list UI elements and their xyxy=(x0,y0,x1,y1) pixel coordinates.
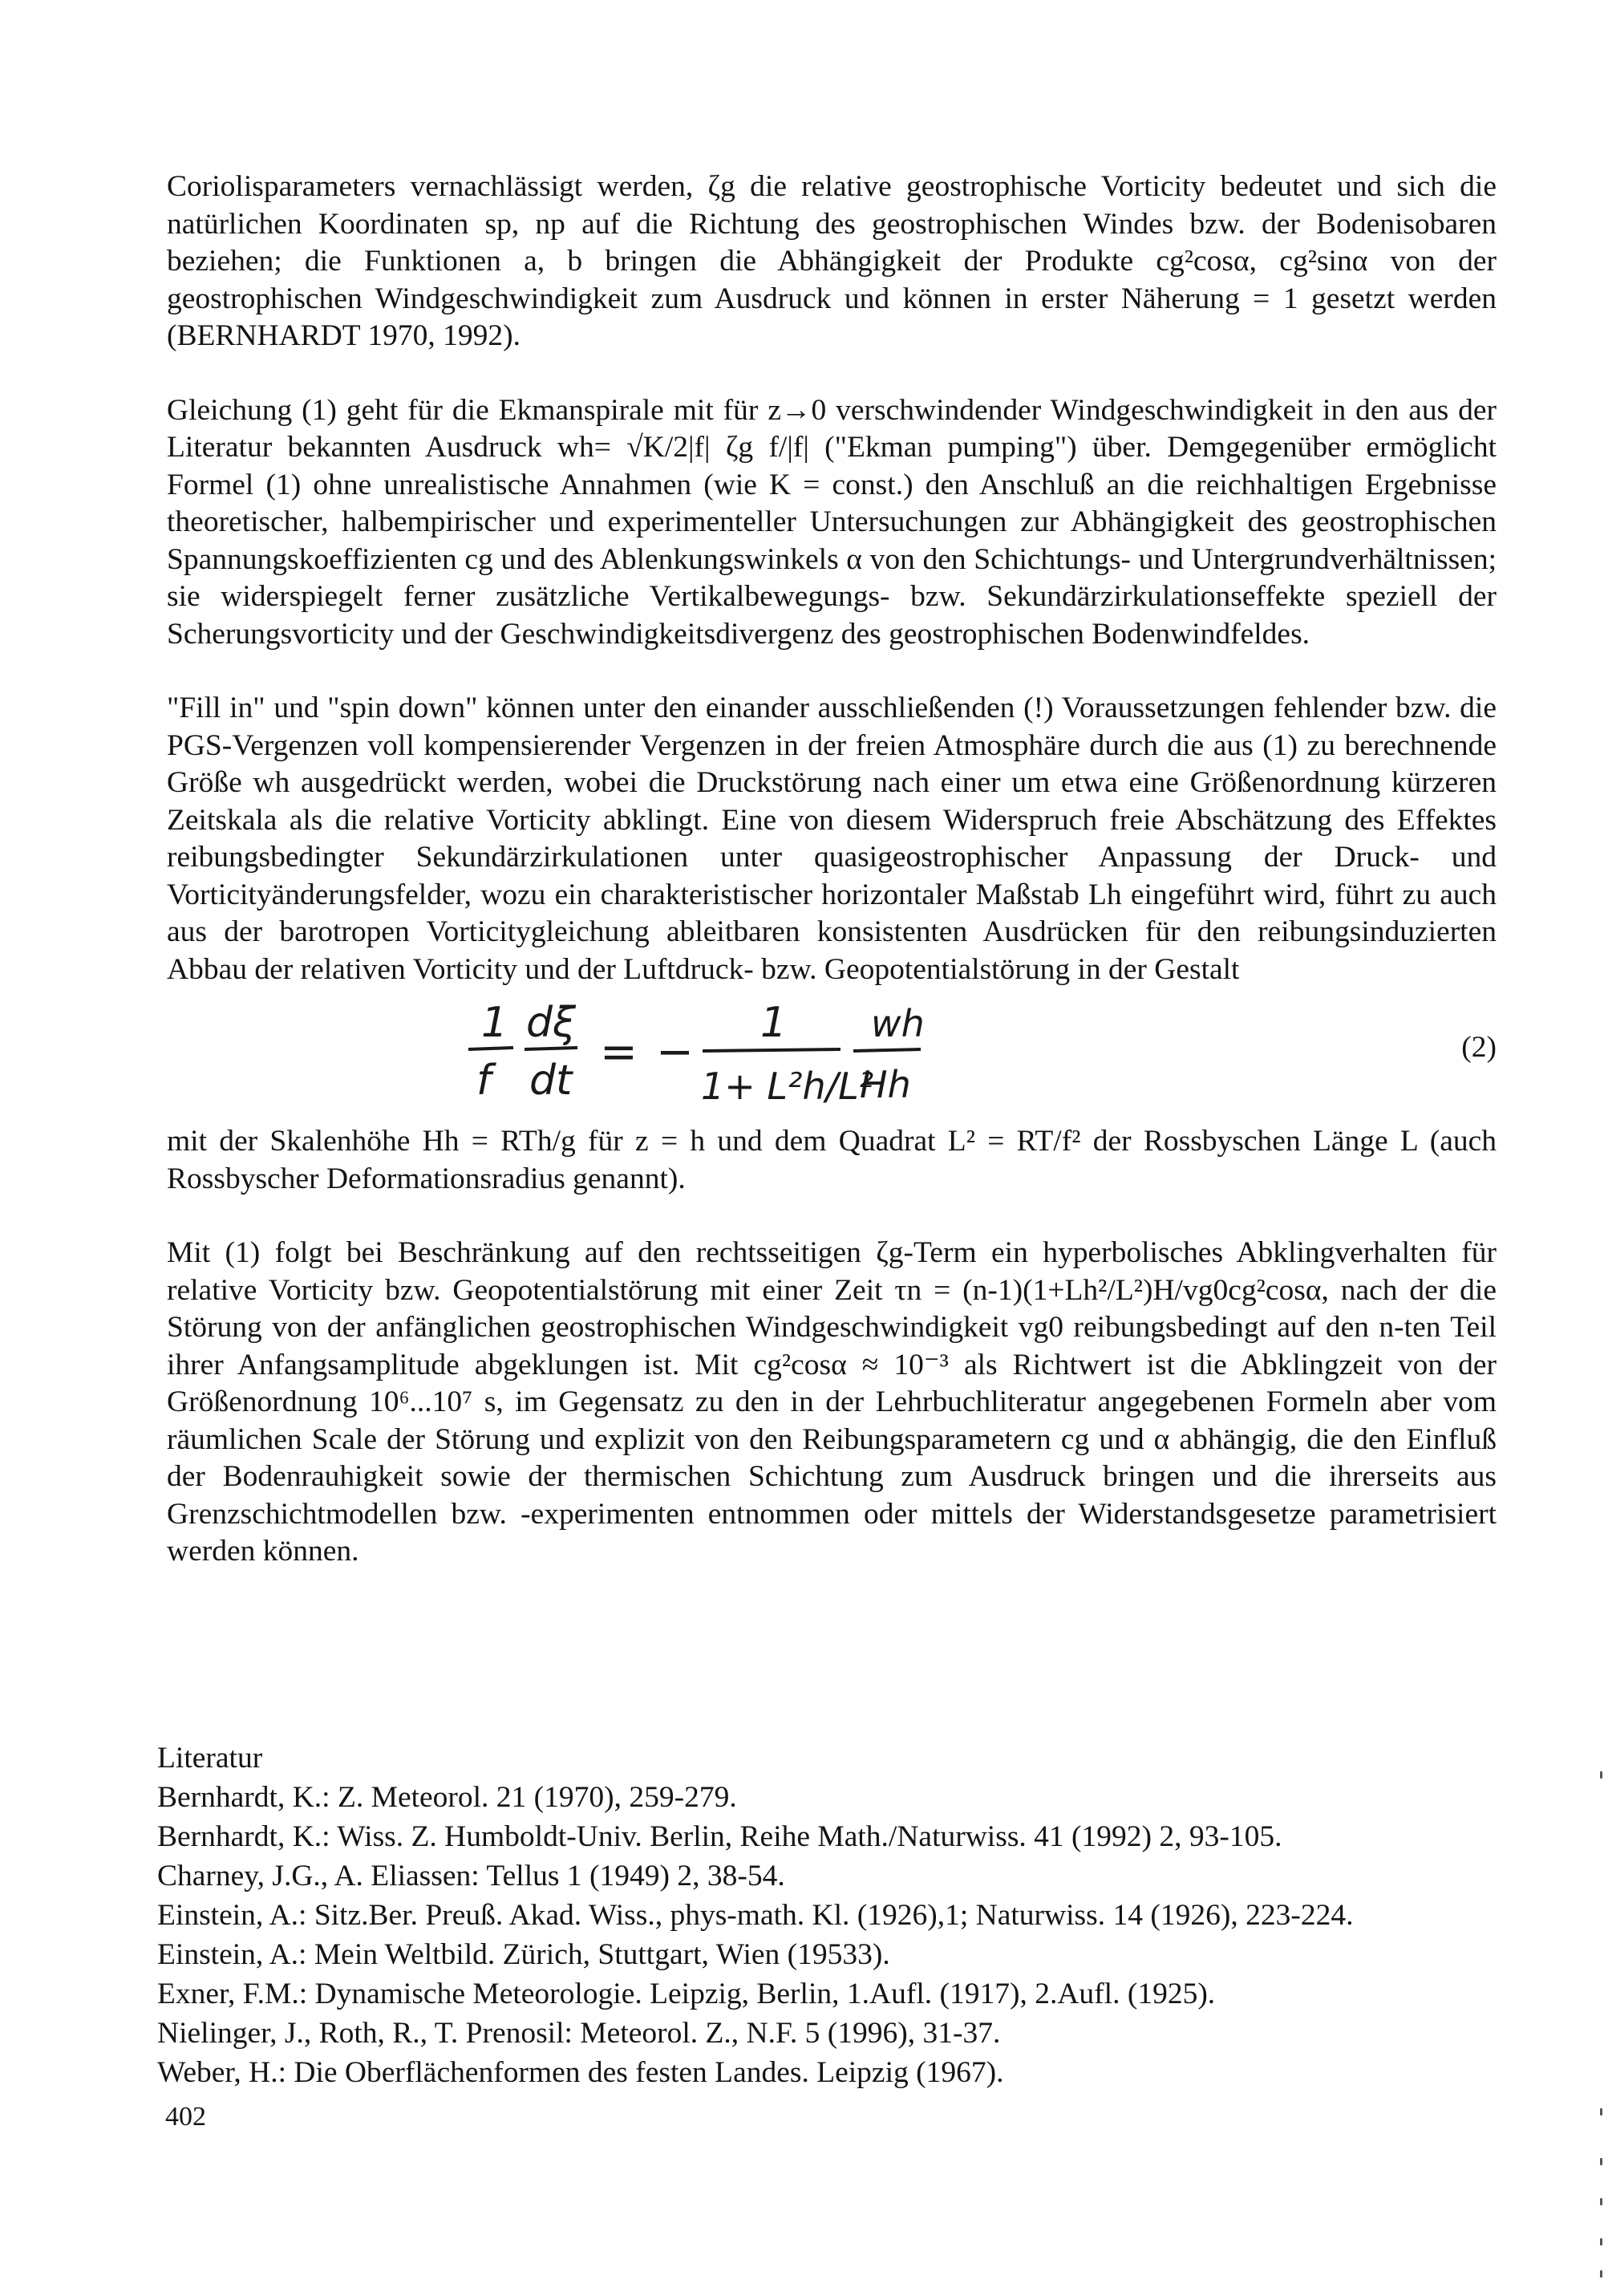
equation-number: (2) xyxy=(1461,1031,1497,1064)
reference-item: Charney, J.G., A. Eliassen: Tellus 1 (1949) 2, 38-54. xyxy=(157,1860,785,1892)
paragraph: Coriolisparameters vernachlässigt werden, ζg die relative geostrophische Vorticity bedeutet und sich die natürlichen Koordinaten sp, np auf die Richtung des geostrophischen Windes bzw. der Bodenisobaren beziehen; die Funktionen a, b bringen die Abhängigkeit der Produkte cg²cosα, cg²sinα von der geostrophischen Windgeschwindigkeit zum Ausdruck und können in erster Näherung = 1 gesetzt werden (BERNHARDT 1970, 1992). xyxy=(167,170,1497,352)
equation-2 xyxy=(167,988,1497,1123)
paragraph: "Fill in" und "spin down" können unter den einander ausschließenden (!) Voraussetzungen fehlender bzw. die PGS-Vergenzen voll kompensierender Vergenzen in der freien Atmosphäre durch die aus (1) zu berechnende Größe wh ausgedrückt werden, wobei die Druckstörung nach einer um etwa eine Größenordnung kürzeren Zeitskala als die relative Vorticity abklingt. Eine von diesem Widerspruch freie Abschätzung des Effektes reibungsbedingter Sekundärzirkulationen unter quasigeostrophischer Anpassung der Druck- und Vorticityänderungsfelder, wozu ein charakteristischer horizontaler Maßstab Lh eingeführt wird, führt zu auch aus der barotropen Vorticitygleichung ableitbaren konsistenten Ausdrücken für den reibungsinduzierten Abbau der relativen Vorticity und der Luftdruck- bzw. Geopotentialstörung in der Gestalt xyxy=(167,692,1497,986)
reference-item: Nielinger, J., Roth, R., T. Prenosil: Meteorol. Z., N.F. 5 (1996), 31-37. xyxy=(157,2017,1001,2050)
scan-speck xyxy=(1600,2158,1602,2165)
formula-term: dt xyxy=(529,1057,573,1105)
main-text xyxy=(167,168,1497,1571)
reference-item: Bernhardt, K.: Z. Meteorol. 21 (1970), 259-279. xyxy=(157,1781,737,1814)
formula-term: f xyxy=(476,1057,492,1105)
page-number: 402 xyxy=(165,2102,206,2132)
formula-term: 1 xyxy=(760,999,788,1047)
paragraph: mit der Skalenhöhe Hh = RTh/g für z = h und dem Quadrat L² = RT/f² der Rossbyschen Länge L (auch Rossbyscher Deformationsradius genannt). xyxy=(167,1125,1497,1195)
scan-speck xyxy=(1600,1771,1602,1779)
scan-speck xyxy=(1600,2238,1602,2245)
scan-speck xyxy=(1600,2270,1602,2278)
formula-term: 1+ L²h/L² xyxy=(701,1065,874,1108)
formula-term: 1 xyxy=(481,999,508,1047)
formula-term: wh xyxy=(871,1002,925,1045)
reference-item: Exner, F.M.: Dynamische Meteorologie. Leipzig, Berlin, 1.Aufl. (1917), 2.Aufl. (1925). xyxy=(157,1978,1216,2010)
formula-minus: − xyxy=(656,1026,694,1078)
references-heading: Literatur xyxy=(157,1742,263,1775)
reference-item: Bernhardt, K.: Wiss. Z. Humboldt-Univ. Berlin, Reihe Math./Naturwiss. 41 (1992) 2, 93-105. xyxy=(157,1820,1282,1853)
paragraph: Gleichung (1) geht für die Ekmanspirale mit für z→0 verschwindender Windgeschwindigkeit in den aus der Literatur bekannten Ausdruck wh= √K/2|f| ζg f/|f| ("Ekman pumping") über. Demgegenüber ermöglicht Formel (1) ohne unrealistische Annahmen (wie K = const.) den Anschluß an die reichhaltigen Ergebnisse theoretischer, halbempirischer und experimenteller Untersuchungen zur Abhängigkeit des geostrophischen Spannungskoeffizienten cg und des Ablenkungswinkels α von den Schichtungs- und Untergrundverhältnissen; sie widerspiegelt ferner zusätzliche Vertikalbewegungs- bzw. Sekundärzirkulationseffekte speziell der Scherungsvorticity und der Geschwindigkeitsdivergenz des geostrophischen Bodenwindfeldes. xyxy=(167,393,1497,651)
formula-term: Hh xyxy=(860,1063,911,1106)
reference-item: Weber, H.: Die Oberflächenformen des festen Landes. Leipzig (1967). xyxy=(157,2056,1004,2089)
handwritten-formula xyxy=(279,988,1017,1123)
paragraph: Mit (1) folgt bei Beschränkung auf den rechtsseitigen ζg-Term ein hyperbolisches Abklingverhalten für relative Vorticity bzw. Geopotentialstörung mit einer Zeit τn = (n-1)(1+Lh²/L²)H/vg0cg²cosα, nach der die Störung von der anfänglichen geostrophischen Windgeschwindigkeit vg0 reibungsbedingt auf den n-ten Teil ihrer Anfangsamplitude abgeklungen ist. Mit cg²cosα ≈ 10⁻³ als Richtwert ist die Abklingzeit von der Größenordnung 10⁶...10⁷ s, im Gegensatz zu den in der Lehrbuchliteratur angegebenen Formeln aber vom räumlichen Scale der Störung und explizit von den Reibungsparametern cg und α abhängig, die den Einfluß der Bodenrauhigkeit sowie der thermischen Schichtung zum Ausdruck bringen und die ihrerseits aus Grenzschichtmodellen bzw. -experimenten entnommen oder mittels der Widerstandsgesetze parametrisiert werden können. xyxy=(167,1236,1497,1568)
formula-term: dξ xyxy=(526,999,577,1047)
reference-item: Einstein, A.: Mein Weltbild. Zürich, Stuttgart, Wien (19533). xyxy=(157,1938,890,1971)
reference-item: Einstein, A.: Sitz.Ber. Preuß. Akad. Wiss., phys-math. Kl. (1926),1; Naturwiss. 14 (1926), 223-224. xyxy=(157,1899,1354,1932)
scan-speck xyxy=(1600,2108,1602,2115)
scan-speck xyxy=(1600,2198,1602,2205)
reference-list xyxy=(157,1741,1521,2095)
formula-equals: = xyxy=(600,1026,638,1078)
